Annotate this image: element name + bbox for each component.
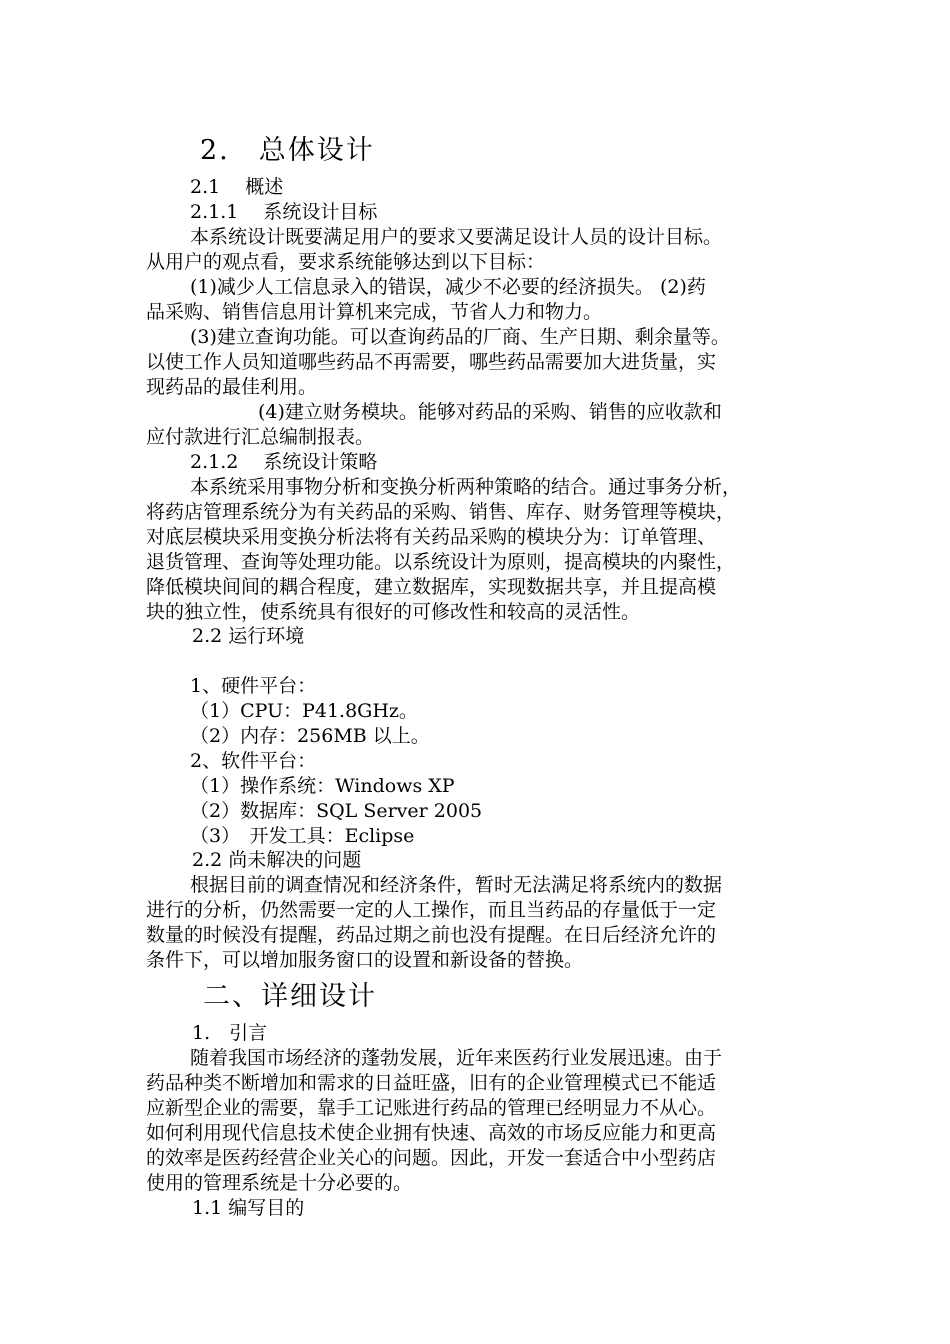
heading-runtime-env: 2.2 运行环境: [192, 625, 305, 647]
paragraph-line: 进行的分析，仍然需要一定的人工操作，而且当药品的存量低于一定: [146, 899, 717, 921]
heading-purpose: 1.1 编写目的: [192, 1197, 305, 1219]
paragraph-line: 数量的时候没有提醒，药品过期之前也没有提醒。在日后经济允许的: [146, 924, 717, 946]
paragraph-line: 品采购、销售信息用计算机来完成，节省人力和物力。: [146, 301, 603, 323]
paragraph-line: (4)建立财务模块。能够对药品的采购、销售的应收款和: [258, 401, 722, 423]
env-line: （2）内存：256MB 以上。: [190, 725, 430, 747]
heading-overview: 2.1 概述: [190, 176, 284, 198]
paragraph-line: 随着我国市场经济的蓬勃发展，近年来医药行业发展迅速。由于: [190, 1047, 723, 1069]
heading-overall-design: 2. 总体设计: [200, 135, 375, 166]
paragraph-line: 本系统设计既要满足用户的要求又要满足设计人员的设计目标。: [190, 226, 723, 248]
env-line: 1、硬件平台：: [190, 675, 317, 697]
heading-detailed-design: 二、详细设计: [203, 981, 377, 1012]
paragraph-line: 将药店管理系统分为有关药品的采购、销售、库存、财务管理等模块，: [146, 501, 736, 523]
paragraph-line: (3)建立查询功能。可以查询药品的厂商、生产日期、剩余量等。: [190, 326, 730, 348]
paragraph-line: 块的独立性，使系统具有很好的可修改性和较高的灵活性。: [146, 601, 641, 623]
paragraph-line: 如何利用现代信息技术使企业拥有快速、高效的市场反应能力和更高: [146, 1122, 717, 1144]
env-line: （1）CPU：P41.8GHz。: [190, 700, 418, 722]
env-line: （1）操作系统：Windows XP: [190, 775, 455, 797]
paragraph-line: 根据目前的调查情况和经济条件，暂时无法满足将系统内的数据: [190, 874, 723, 896]
paragraph-line: 使用的管理系统是十分必要的。: [146, 1172, 413, 1194]
paragraph-line: 对底层模块采用变换分析法将有关药品采购的模块分为：订单管理、: [146, 526, 717, 548]
paragraph-line: 本系统采用事物分析和变换分析两种策略的结合。通过事务分析，: [190, 476, 742, 498]
heading-open-issues: 2.2 尚未解决的问题: [192, 849, 362, 871]
paragraph-line: 现药品的最佳利用。: [146, 376, 318, 398]
env-line: 2、软件平台：: [190, 750, 317, 772]
env-line: （2）数据库：SQL Server 2005: [190, 800, 483, 822]
paragraph-line: (1)减少人工信息录入的错误，减少不必要的经济损失。 (2)药: [190, 276, 706, 298]
env-line: （3） 开发工具：Eclipse: [190, 825, 415, 847]
paragraph-line: 药品种类不断增加和需求的日益旺盛，旧有的企业管理模式已不能适: [146, 1072, 717, 1094]
paragraph-line: 应新型企业的需要，靠手工记账进行药品的管理已经明显力不从心。: [146, 1097, 717, 1119]
paragraph-line: 退货管理、查询等处理功能。以系统设计为原则，提高模块的内聚性，: [146, 551, 736, 573]
paragraph-line: 以使工作人员知道哪些药品不再需要，哪些药品需要加大进货量，实: [146, 351, 717, 373]
heading-design-strategy: 2.1.2 系统设计策略: [190, 451, 378, 473]
heading-introduction: 1. 引言: [192, 1022, 268, 1044]
paragraph-line: 降低模块间间的耦合程度，建立数据库，实现数据共享，并且提高模: [146, 576, 717, 598]
heading-design-goals: 2.1.1 系统设计目标: [190, 201, 378, 223]
paragraph-line: 应付款进行汇总编制报表。: [146, 426, 375, 448]
paragraph-line: 从用户的观点看，要求系统能够达到以下目标：: [146, 251, 546, 273]
paragraph-line: 的效率是医药经营企业关心的问题。因此，开发一套适合中小型药店: [146, 1147, 717, 1169]
paragraph-line: 条件下，可以增加服务窗口的设置和新设备的替换。: [146, 949, 584, 971]
